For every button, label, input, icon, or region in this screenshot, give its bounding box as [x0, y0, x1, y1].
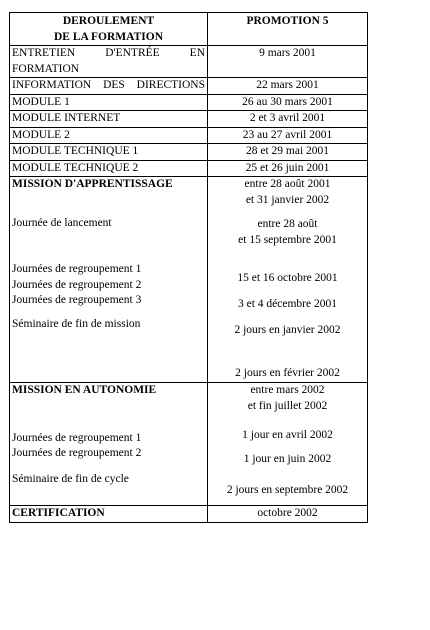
certification-label: CERTIFICATION — [10, 506, 208, 523]
autonomie-regroupement-1-value: 1 jour en avril 2002 — [242, 429, 333, 441]
mission-apprentissage-title: MISSION D'APPRENTISSAGE — [12, 178, 173, 190]
lancement-value-line2: et 15 septembre 2001 — [238, 233, 337, 246]
row-label: MODULE TECHNIQUE 1 — [10, 144, 208, 161]
regroupement-1-label: Journées de regroupement 1 — [12, 263, 142, 275]
row-value: 25 et 26 juin 2001 — [208, 160, 368, 177]
regroupement-12-value: 15 et 16 octobre 2001 — [237, 272, 338, 284]
row-label: MODULE INTERNET — [10, 111, 208, 128]
header-promotion — [208, 13, 368, 46]
row-value: 26 au 30 mars 2001 — [208, 94, 368, 111]
header-deroulement-line1: DEROULEMENT — [62, 15, 155, 27]
mission-apprentissage-period-line2: et 31 janvier 2002 — [245, 193, 330, 206]
row-value: 23 au 27 avril 2001 — [208, 127, 368, 144]
fevrier-value: 2 jours en février 2002 — [235, 366, 340, 379]
header-promotion-label: PROMOTION 5 — [246, 15, 329, 27]
mission-autonomie-row — [10, 383, 368, 506]
certification-row — [10, 506, 368, 523]
certification-value: octobre 2002 — [208, 506, 368, 523]
row-value: 9 mars 2001 — [208, 46, 368, 78]
table-row — [10, 127, 368, 144]
row-value: 2 et 3 avril 2001 — [208, 111, 368, 128]
seminaire-cycle-value: 2 jours en septembre 2002 — [226, 484, 349, 496]
row-label: MODULE TECHNIQUE 2 — [10, 160, 208, 177]
seminaire-mission-label: Séminaire de fin de mission — [12, 317, 141, 330]
row-label: MODULE 2 — [10, 127, 208, 144]
row-value: 28 et 29 mai 2001 — [208, 144, 368, 161]
table-row — [10, 78, 368, 95]
mission-autonomie-period-line1: entre mars 2002 — [250, 384, 325, 396]
mission-autonomie-values — [208, 383, 368, 506]
row-label: MODULE 1 — [10, 94, 208, 111]
mission-apprentissage-period-line1: entre 28 août 2001 — [244, 178, 331, 190]
row-value: 22 mars 2001 — [208, 78, 368, 95]
table-row — [10, 94, 368, 111]
regroupement-3-label: Journées de regroupement 3 — [12, 294, 142, 306]
mission-apprentissage-labels — [10, 177, 208, 383]
row-label: INFORMATION DES DIRECTIONS — [10, 78, 208, 95]
lancement-label: Journée de lancement — [12, 216, 112, 229]
mission-autonomie-title: MISSION EN AUTONOMIE — [12, 384, 157, 396]
table-row — [10, 160, 368, 177]
header-deroulement-line2: DE LA FORMATION — [53, 30, 164, 43]
header-row — [10, 13, 368, 46]
mission-autonomie-period-line2: et fin juillet 2002 — [247, 399, 328, 412]
regroupement-3-value: 3 et 4 décembre 2001 — [238, 297, 337, 310]
schedule-table — [9, 12, 368, 523]
mission-apprentissage-values — [208, 177, 368, 383]
table-row — [10, 111, 368, 128]
table-row — [10, 144, 368, 161]
mission-autonomie-labels — [10, 383, 208, 506]
autonomie-regroupement-2-label: Journées de regroupement 2 — [12, 447, 142, 459]
mission-apprentissage-row — [10, 177, 368, 383]
row-label: ENTRETIEN D'ENTRÉE EN FORMATION — [10, 46, 208, 78]
header-deroulement — [10, 13, 208, 46]
regroupement-2-label: Journées de regroupement 2 — [12, 278, 142, 291]
autonomie-regroupement-1-label: Journées de regroupement 1 — [12, 431, 142, 444]
table-row — [10, 46, 368, 78]
seminaire-mission-value: 2 jours en janvier 2002 — [234, 324, 341, 336]
seminaire-cycle-label: Séminaire de fin de cycle — [12, 472, 129, 485]
lancement-value-line1: entre 28 août — [257, 218, 318, 230]
autonomie-regroupement-2-value: 1 jour en juin 2002 — [243, 452, 332, 465]
